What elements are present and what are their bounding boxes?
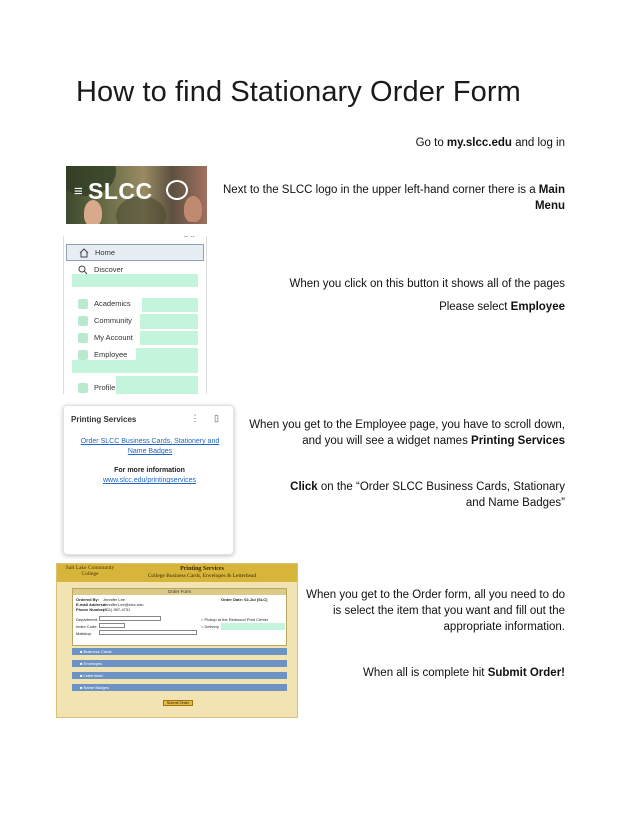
college-logo: Salt Lake Community College bbox=[65, 565, 115, 577]
step-click-link-text: Click on the “Order SLCC Business Cards, Stationary and Name Badges” bbox=[290, 481, 565, 509]
profile-icon bbox=[78, 383, 88, 393]
step-login-text: Go to my.slcc.edu and log in bbox=[415, 137, 565, 149]
step-order-form-text: When you get to the Order form, all you need to do is select the item that you want and fill out the appropriate information. bbox=[306, 589, 565, 633]
order-form-heading: Printing Services bbox=[180, 566, 224, 572]
slcc-logo: SLCC bbox=[88, 178, 153, 204]
menu-item-label: Home bbox=[95, 248, 116, 257]
slcc-emblem-icon bbox=[166, 180, 188, 200]
menu-item-label: My Account bbox=[94, 333, 133, 342]
menu-item-home[interactable] bbox=[66, 244, 204, 261]
menu-item-label: Discover bbox=[94, 265, 124, 274]
main-menu-icon[interactable]: ≡ bbox=[74, 183, 83, 200]
index-code-input[interactable] bbox=[99, 623, 125, 628]
pickup-radio[interactable]: ○ Pickup at the Redwood Print Center bbox=[201, 617, 269, 622]
employee-icon bbox=[78, 350, 88, 360]
menu-item-label: Employee bbox=[94, 350, 128, 359]
home-icon bbox=[79, 248, 89, 258]
submit-order-button[interactable]: Submit Order bbox=[163, 700, 193, 706]
printing-services-url-link[interactable]: www.slcc.edu/printingservices bbox=[103, 477, 196, 484]
menu-item-label: Profile bbox=[94, 383, 116, 392]
slcc-banner-image bbox=[66, 166, 207, 224]
delivery-radio[interactable]: ○ Delivery bbox=[201, 624, 219, 629]
order-business-cards-link[interactable]: Order SLCC Business Cards, Stationery and Name Badges bbox=[80, 438, 220, 455]
section-business-cards[interactable]: ■ Business Cards bbox=[72, 648, 287, 655]
widget-options-icon[interactable]: ⋮ ▯ bbox=[190, 413, 225, 423]
page-title: How to find Stationary Order Form bbox=[76, 76, 521, 108]
mailstop-select[interactable] bbox=[99, 630, 197, 635]
order-form-screenshot bbox=[56, 563, 298, 718]
community-icon bbox=[78, 316, 88, 326]
widget-title: Printing Services bbox=[71, 415, 137, 424]
main-menu-panel bbox=[63, 236, 207, 394]
order-form-panel: Order Form Ordered By: Jennifer Lee E-mail Address: Jennifer.Lee@slcc.edu Phone Number: (801) 957-4731 Order Date: 02-Jul (SLC) Department: Index Code: Mailstop: ○ Pickup at the Redwood Print Center ○ Delivery bbox=[72, 588, 287, 646]
account-icon bbox=[78, 333, 88, 343]
search-icon bbox=[78, 265, 88, 275]
collapse-icon[interactable]: ⌃⌃ bbox=[182, 236, 196, 243]
step-pages-text: When you click on this button it shows all of the pages bbox=[289, 278, 565, 290]
menu-item-label: Community bbox=[94, 316, 132, 325]
step-select-employee-text: Please select Employee bbox=[439, 301, 565, 313]
order-form-bar: Order Form bbox=[73, 589, 286, 595]
section-letterhead[interactable]: ■ Letterhead bbox=[72, 672, 287, 679]
order-form-subheading: College Business Cards, Envelopes & Letterhead bbox=[147, 573, 257, 579]
step-main-menu-text: Next to the SLCC logo in the upper left-hand corner there is a Main Menu bbox=[223, 184, 565, 212]
department-input[interactable] bbox=[99, 616, 161, 621]
step-employee-page-text: When you get to the Employee page, you have to scroll down, and you will see a widget names Printing Services bbox=[249, 419, 565, 447]
step-submit-text: When all is complete hit Submit Order! bbox=[363, 667, 565, 679]
printing-services-widget bbox=[63, 405, 234, 555]
more-info-label: For more information bbox=[114, 467, 185, 474]
section-envelopes[interactable]: ■ Envelopes bbox=[72, 660, 287, 667]
menu-item-label: Academics bbox=[94, 299, 131, 308]
section-name-badges[interactable]: ■ Name Badges bbox=[72, 684, 287, 691]
academics-icon bbox=[78, 299, 88, 309]
